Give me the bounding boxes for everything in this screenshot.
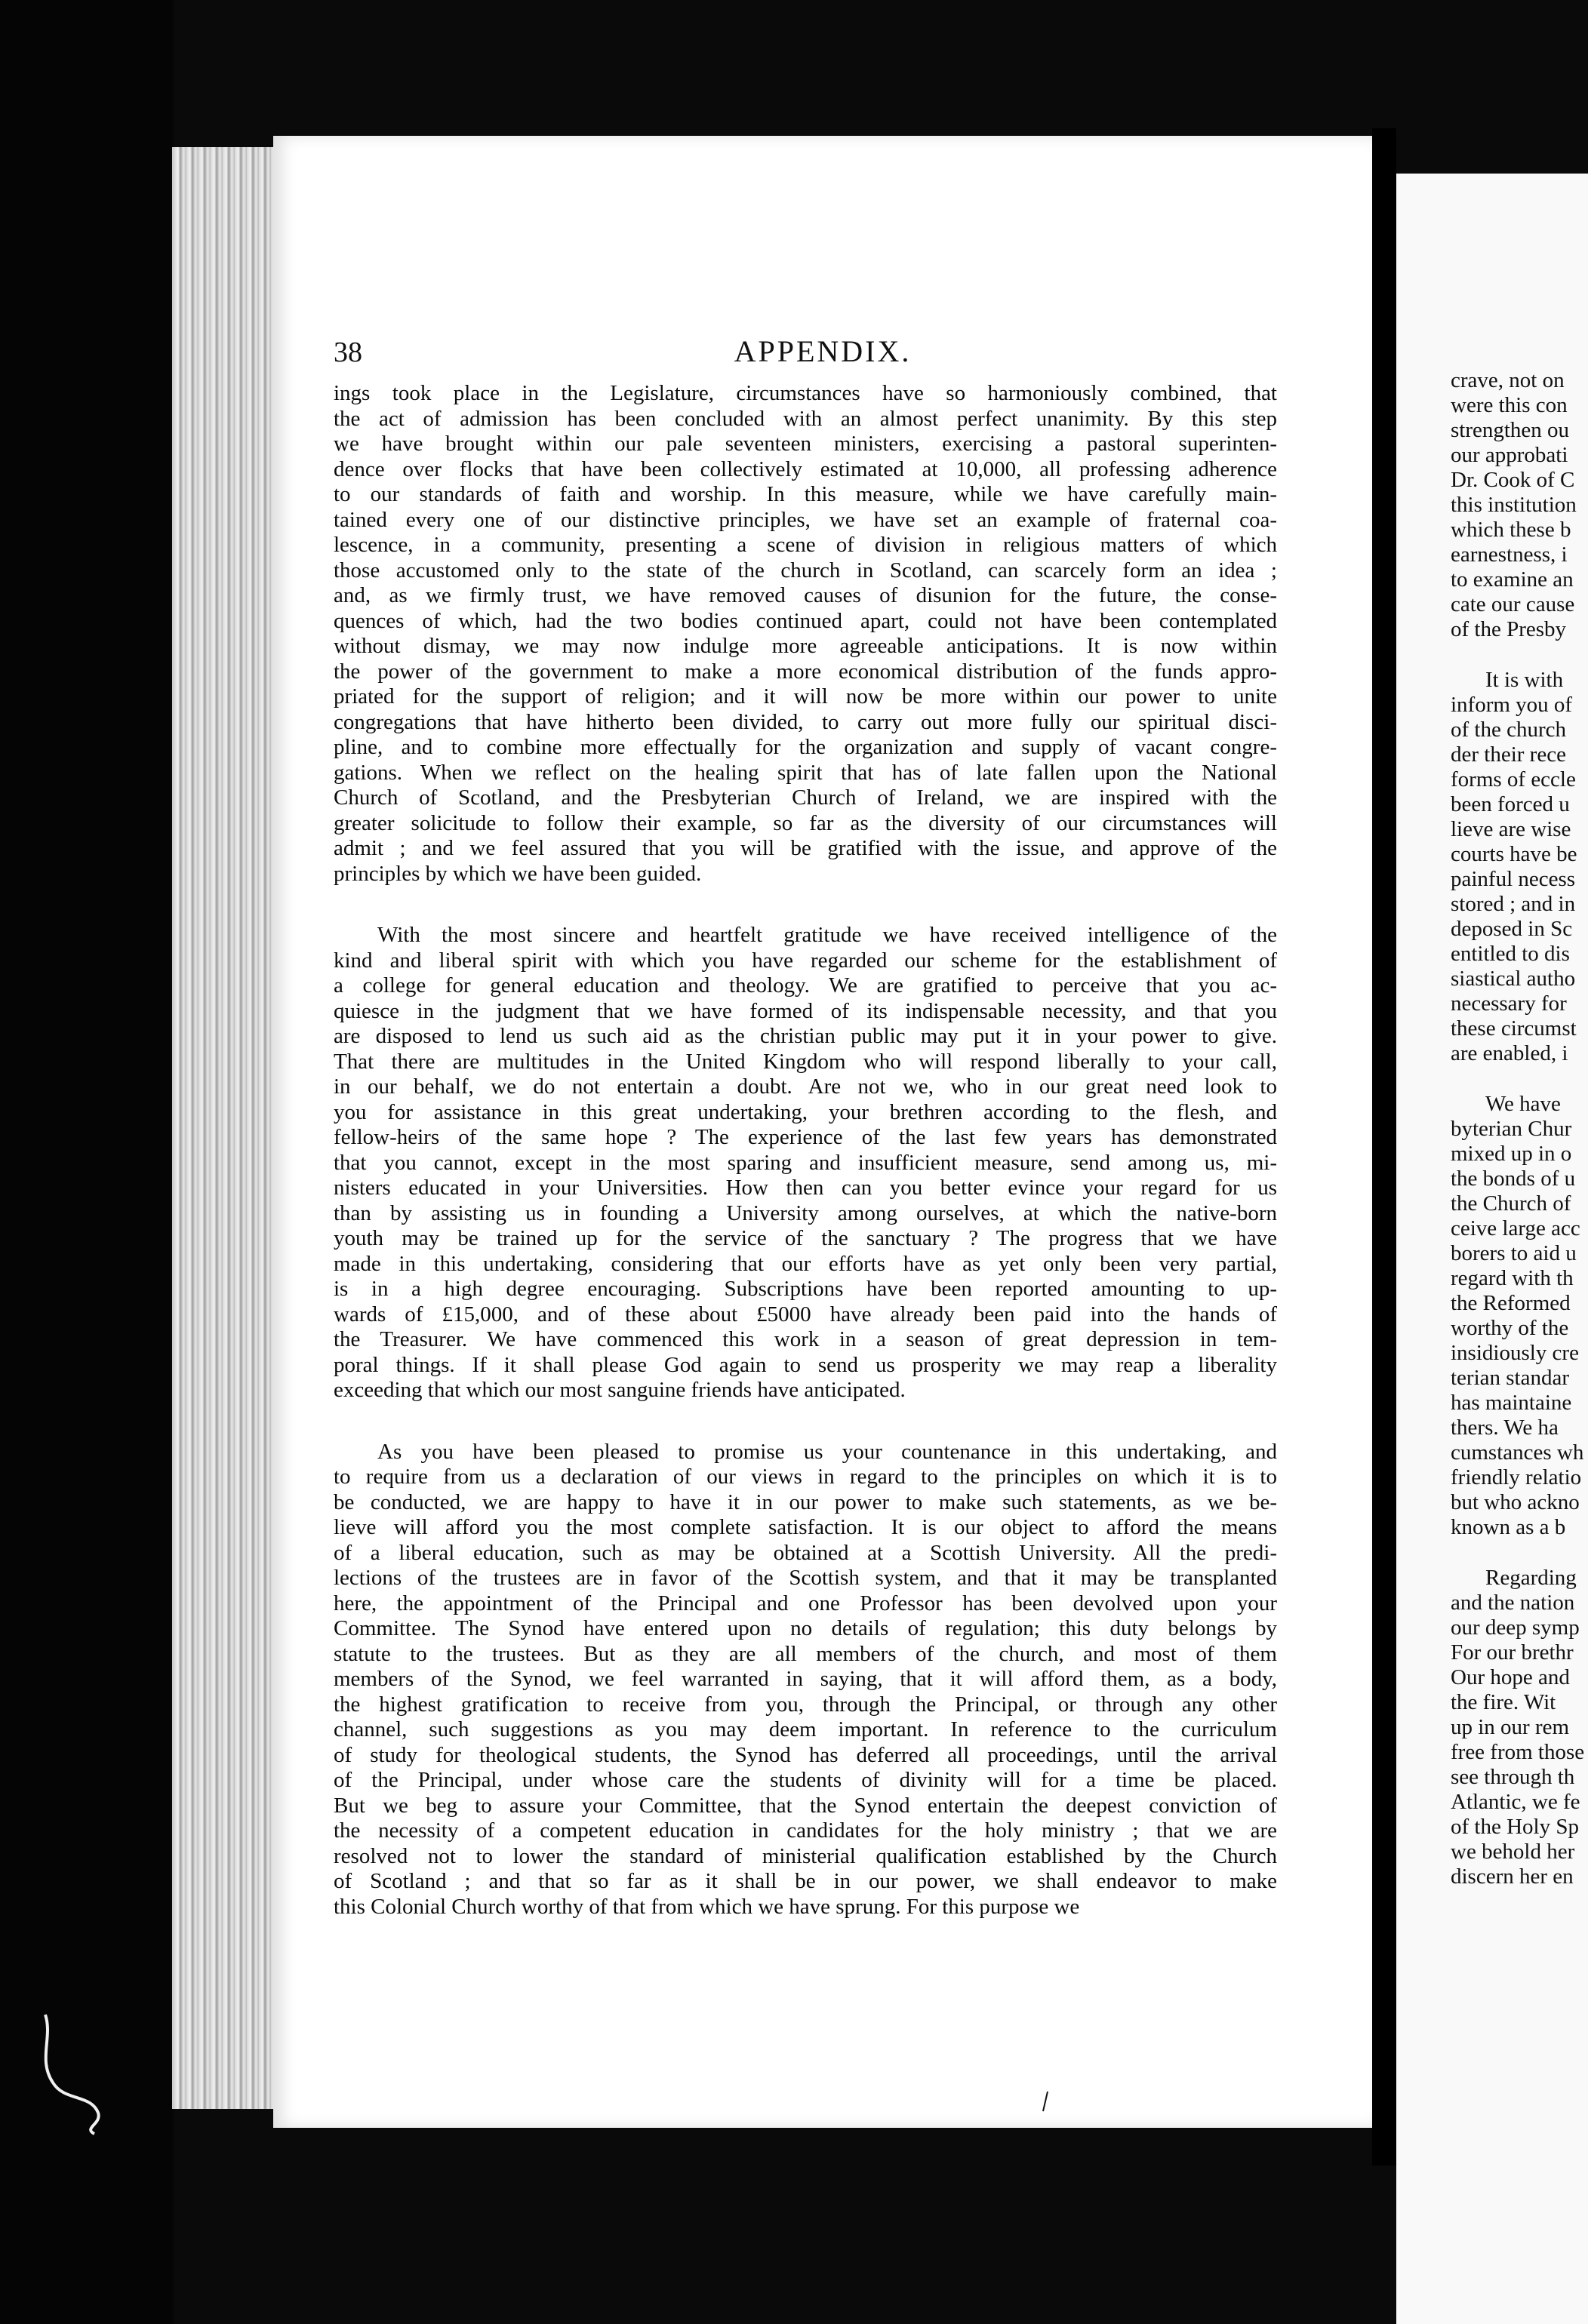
text-line: has maintaine (1451, 1391, 1572, 1415)
text-line: forms of eccle (1451, 767, 1576, 792)
text-line: of the Principal, under whose care the students of divinity will for a time be placed. (334, 1768, 1277, 1792)
text-line: painful necess (1451, 867, 1576, 891)
text-line: resolved not to lower the standard of ministerial qualification established by the Church (334, 1843, 1277, 1868)
text-line: statute to the trustees. But as they are all members of the church, and most of them (334, 1641, 1277, 1666)
text-line: thers. We ha (1451, 1416, 1559, 1440)
text-line: and the nation (1451, 1591, 1575, 1615)
text-line: insidiously cre (1451, 1341, 1579, 1365)
right-page-text (1451, 368, 1588, 1889)
text-line: byterian Chur (1451, 1117, 1572, 1141)
text-line: a college for general education and theology. We are gratified to perceive that you ac- (334, 973, 1277, 998)
text-line: of the church (1451, 718, 1566, 742)
text-line: courts have be (1451, 842, 1577, 866)
text-line: we behold her (1451, 1840, 1575, 1864)
text-line: As you have been pleased to promise us your countenance in this undertaking, and (377, 1439, 1277, 1464)
text-line: channel, such suggestions as you may deem important. In reference to the curriculum (334, 1717, 1277, 1741)
paragraph-gap (334, 1403, 1277, 1440)
text-line: nisters educated in your Universities. How then can you better evince your regard for us (334, 1176, 1277, 1200)
text-line: terian standar (1451, 1366, 1570, 1390)
text-line: With the most sincere and heartfelt gratitude we have received intelligence of the (377, 923, 1277, 947)
text-line: our deep symp (1451, 1615, 1580, 1640)
text-line: lescence, in a community, presenting a scene of division in religious matters of which (334, 533, 1277, 557)
text-line: the bonds of u (1451, 1167, 1576, 1191)
text-line: members of the Synod, we feel warranted in saying, that it will afford them, as a body, (334, 1667, 1277, 1691)
text-line: Church of Scotland, and the Presbyterian Church of Ireland, we are inspired with the (334, 785, 1277, 810)
text-line: you for assistance in this great undertaking, your brethren according to the flesh, and (334, 1099, 1277, 1124)
paragraph-gap (334, 887, 1277, 923)
text-line: the Church of (1451, 1191, 1571, 1216)
text-line: It is with (1485, 668, 1564, 692)
text-line: free from those (1451, 1740, 1585, 1764)
text-line: quiesce in the judgment that we have formed of its indispensable necessity, and that you (334, 998, 1277, 1023)
text-line: see through th (1451, 1765, 1575, 1789)
text-line: congregations that have hitherto been divided, to carry out more fully our spiritual disci- (334, 709, 1277, 734)
text-line: the fire. Wit (1451, 1690, 1556, 1714)
text-line: Dr. Cook of C (1451, 468, 1575, 492)
text-line: the necessity of a competent education in candidates for the holy ministry ; that we are (334, 1818, 1277, 1843)
text-line: deposed in Sc (1451, 917, 1573, 941)
text-line: priated for the support of religion; and it will now be more within our power to unite (334, 684, 1277, 709)
text-line: exceeding that which our most sanguine friends have anticipated. (334, 1378, 906, 1402)
text-line: of a liberal education, such as may be obtained at a Scottish University. All the predi- (334, 1540, 1277, 1565)
text-line: discern her en (1451, 1864, 1574, 1889)
paragraph-gap (1451, 1066, 1588, 1092)
text-line: We have (1485, 1092, 1561, 1116)
text-line: the act of admission has been concluded with an almost perfect unanimity. By this step (334, 406, 1277, 431)
text-line: of Scotland ; and that so far as it shall be in our power, we shall endeavor to make (334, 1869, 1277, 1893)
text-line: youth may be trained up for the service of the sanctuary ? The progress that we have (334, 1226, 1277, 1250)
text-line: to require from us a declaration of our views in regard to the principles on which it is to (334, 1465, 1277, 1489)
gutter (1372, 128, 1396, 2166)
text-line: of study for theological students, the Synod has deferred all proceedings, until the arrival (334, 1742, 1277, 1767)
running-head: APPENDIX. (734, 334, 912, 368)
text-line: of the Holy Sp (1451, 1815, 1579, 1839)
paragraph-gap (1451, 1540, 1588, 1566)
text-line: here, the appointment of the Principal and one Professor has been devolved upon your (334, 1591, 1277, 1615)
text-line: crave, not on (1451, 368, 1565, 392)
text-line: siastical autho (1451, 967, 1576, 991)
scanner-background (0, 0, 174, 2324)
text-line: those accustomed only to the state of the church in Scotland, can scarcely form an idea ; (334, 558, 1277, 583)
text-line: strengthen ou (1451, 418, 1570, 442)
text-line: is in a high degree encouraging. Subscriptions have been reported amounting to up- (334, 1277, 1277, 1301)
text-line: borers to aid u (1451, 1241, 1577, 1265)
text-line: be conducted, we are happy to have it in our power to make such statements, as we be- (334, 1489, 1277, 1514)
text-line: Atlantic, we fe (1451, 1790, 1580, 1814)
text-line: For our brethr (1451, 1640, 1574, 1665)
text-line: necessary for (1451, 991, 1567, 1016)
text-line: entitled to dis (1451, 942, 1570, 966)
text-line: the Treasurer. We have commenced this work in a season of great depression in tem- (334, 1327, 1277, 1351)
text-line: lieve are wise (1451, 817, 1571, 841)
text-line: cate our cause (1451, 592, 1575, 616)
text-line: admit ; and we feel assured that you will be gratified with the issue, and approve of the (334, 836, 1277, 860)
text-line: to examine an (1451, 567, 1574, 592)
text-line: without dismay, we may now indulge more agreeable anticipations. It is now within (334, 634, 1277, 658)
text-line: the highest gratification to receive from you, through the Principal, or through any other (334, 1692, 1277, 1717)
text-line: stored ; and in (1451, 892, 1576, 916)
text-line: regard with th (1451, 1266, 1574, 1290)
text-line: the power of the government to make a more economical distribution of the funds appro- (334, 659, 1277, 684)
text-line: this Colonial Church worthy of that from which we have sprung. For this purpose we (334, 1894, 1080, 1919)
text-line: cumstances wh (1451, 1440, 1584, 1465)
text-line: ings took place in the Legislature, circumstances have so harmoniously combined, that (334, 381, 1277, 405)
text-line: earnestness, i (1451, 543, 1568, 567)
text-line: which these b (1451, 518, 1571, 542)
text-line: pline, and to combine more effectually for the organization and supply of vacant congre- (334, 735, 1277, 759)
text-line: tained every one of our distinctive principles, we have set an example of fraternal coa- (334, 507, 1277, 532)
text-line: Our hope and (1451, 1665, 1570, 1689)
text-line: but who ackno (1451, 1490, 1580, 1514)
text-line: our approbati (1451, 443, 1568, 467)
text-line: to our standards of faith and worship. In this measure, while we have carefully main- (334, 482, 1277, 506)
text-line: were this con (1451, 393, 1568, 417)
text-line: lections of the trustees are in favor of the Scottish system, and that it may be transplanted (334, 1566, 1277, 1590)
text-line: known as a b (1451, 1515, 1566, 1539)
left-page (273, 136, 1372, 2128)
text-line: poral things. If it shall please God again to send us prosperity we may reap a liberality (334, 1352, 1277, 1377)
text-line: inform you of (1451, 693, 1573, 717)
text-line: lieve will afford you the most complete satisfaction. It is our object to afford the means (334, 1515, 1277, 1539)
text-line: worthy of the (1451, 1316, 1569, 1340)
text-line: than by assisting us in founding a University among ourselves, at which the native-born (334, 1200, 1277, 1225)
text-line: quences of which, had the two bodies continued apart, could not have been contemplated (334, 608, 1277, 633)
text-line: made in this undertaking, considering that our efforts have as yet only been very partial, (334, 1251, 1277, 1276)
pencil-mark (23, 2007, 113, 2135)
text-line: are enabled, i (1451, 1041, 1568, 1065)
page-number: 38 (334, 337, 362, 368)
text-line: Regarding (1485, 1566, 1577, 1590)
book-page-edges (172, 147, 280, 2109)
text-line: friendly relatio (1451, 1465, 1582, 1489)
text-line: der their rece (1451, 742, 1566, 767)
text-line: Committee. The Synod have entered upon no details of regulation; this duty belongs by (334, 1616, 1277, 1640)
text-line: kind and liberal spirit with which you have regarded our scheme for the establishment of (334, 948, 1277, 973)
text-line: up in our rem (1451, 1715, 1570, 1739)
text-line: are disposed to lend us such aid as the christian public may put it in your power to give. (334, 1024, 1277, 1048)
text-line: been forced u (1451, 792, 1570, 816)
body-text (334, 381, 1277, 1920)
text-line: That there are multitudes in the United Kingdom who will respond liberally to your call, (334, 1049, 1277, 1074)
text-line: in our behalf, we do not entertain a doubt. Are not we, who in our great need look to (334, 1074, 1277, 1099)
text-line: But we beg to assure your Committee, that the Synod entertain the deepest conviction of (334, 1793, 1277, 1818)
text-line: this institution (1451, 493, 1577, 517)
text-line: the Reformed (1451, 1291, 1571, 1315)
text-line: fellow-heirs of the same hope ? The experience of the last few years has demonstrated (334, 1125, 1277, 1149)
text-line: principles by which we have been guided. (334, 861, 702, 886)
text-line: mixed up in o (1451, 1142, 1572, 1166)
text-line: these circumst (1451, 1016, 1577, 1041)
text-line: and, as we firmly trust, we have removed causes of disunion for the future, the conse- (334, 583, 1277, 607)
text-line: wards of £15,000, and of these about £5000 have already been paid into the hands of (334, 1302, 1277, 1326)
ink-tick-mark (1042, 2090, 1049, 2113)
text-line: that you cannot, except in the most sparing and insufficient measure, send among us, mi- (334, 1150, 1277, 1175)
text-line: greater solicitude to follow their example, so far as the diversity of our circumstances will (334, 810, 1277, 835)
text-line: ceive large acc (1451, 1216, 1580, 1240)
paragraph-gap (1451, 642, 1588, 668)
right-page-fragment (1396, 174, 1588, 2324)
text-line: we have brought within our pale seventeen ministers, exercising a pastoral superinten- (334, 432, 1277, 456)
text-line: gations. When we reflect on the healing spirit that has of late fallen upon the National (334, 760, 1277, 785)
text-line: dence over flocks that have been collectively estimated at 10,000, all professing adherence (334, 456, 1277, 481)
text-line: of the Presby (1451, 617, 1567, 641)
